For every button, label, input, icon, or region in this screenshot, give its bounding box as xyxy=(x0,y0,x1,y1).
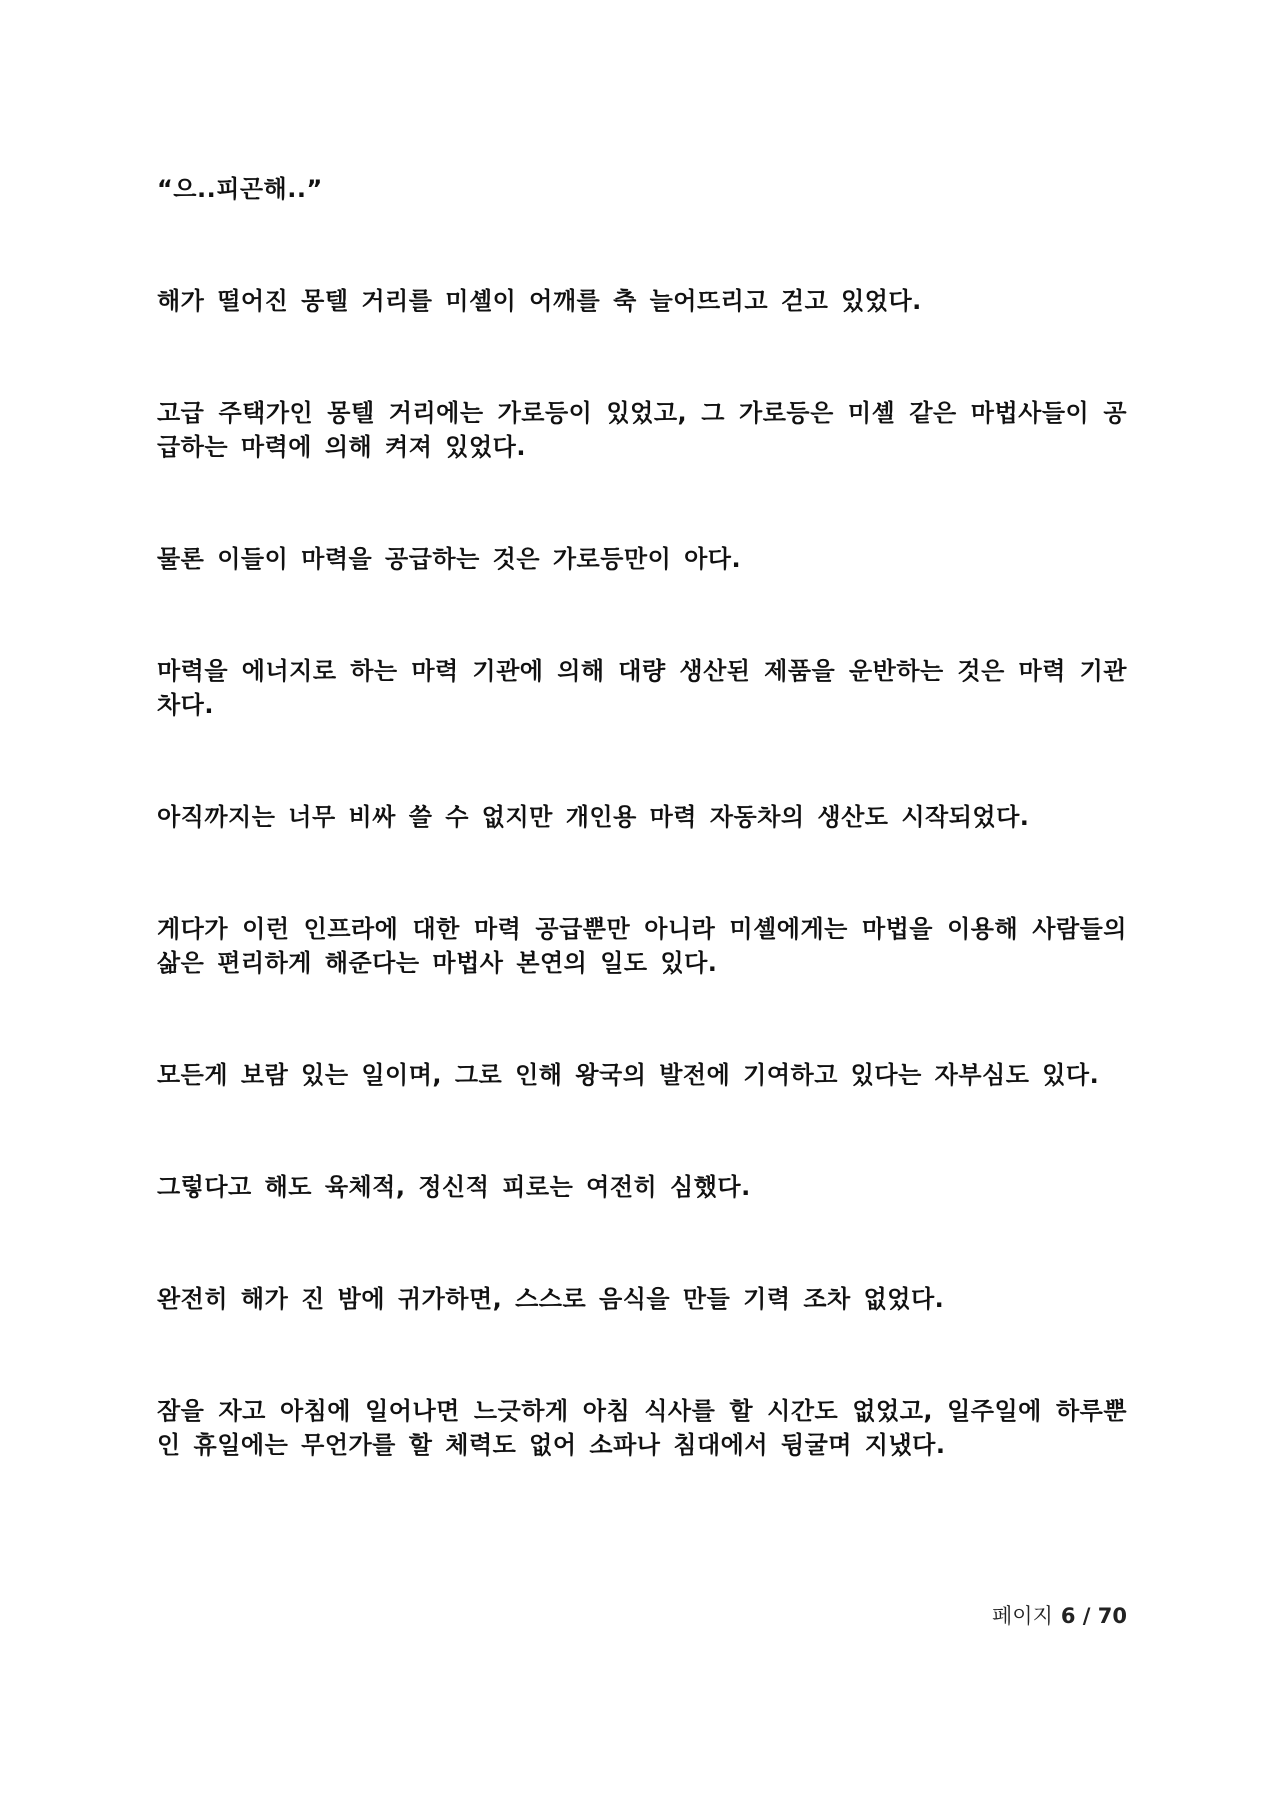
page-label: 페이지 xyxy=(992,1604,1053,1628)
paragraph: 마력을 에너지로 하는 마력 기관에 의해 대량 생산된 제품을 운반하는 것은 마력 기관차다. xyxy=(157,657,1127,719)
paragraph: 고급 주택가인 몽텔 거리에는 가로등이 있었고, 그 가로등은 미셸 같은 마법사들이 공급하는 마력에 의해 켜져 있었다. xyxy=(157,399,1127,461)
paragraph: 모든게 보람 있는 일이며, 그로 인해 왕국의 발전에 기여하고 있다는 자부심도 있다. xyxy=(157,1061,1100,1089)
page-number: 6 / 70 xyxy=(1060,1604,1127,1628)
paragraph: 그렇다고 해도 육체적, 정신적 피로는 여전히 심했다. xyxy=(157,1173,751,1201)
body-text xyxy=(157,172,1127,1540)
paragraph-dialogue: “으..피곤해..” xyxy=(157,175,323,203)
paragraph: 아직까지는 너무 비싸 쓸 수 없지만 개인용 마력 자동차의 생산도 시작되었다. xyxy=(157,803,1030,831)
paragraph: 완전히 해가 진 밤에 귀가하면, 스스로 음식을 만들 기력 조차 없었다. xyxy=(157,1285,945,1313)
paragraph: 게다가 이런 인프라에 대한 마력 공급뿐만 아니라 미셸에게는 마법을 이용해 사람들의 삶은 편리하게 해준다는 마법사 본연의 일도 있다. xyxy=(157,915,1127,977)
paragraph: 물론 이들이 마력을 공급하는 것은 가로등만이 아다. xyxy=(157,545,742,573)
page-footer xyxy=(992,1602,1127,1630)
paragraph: 잠을 자고 아침에 일어나면 느긋하게 아침 식사를 할 시간도 없었고, 일주일에 하루뿐인 휴일에는 무언가를 할 체력도 없어 소파나 침대에서 뒹굴며 지냈다. xyxy=(157,1397,1127,1459)
paragraph: 해가 떨어진 몽텔 거리를 미셸이 어깨를 축 늘어뜨리고 걷고 있었다. xyxy=(157,287,922,315)
